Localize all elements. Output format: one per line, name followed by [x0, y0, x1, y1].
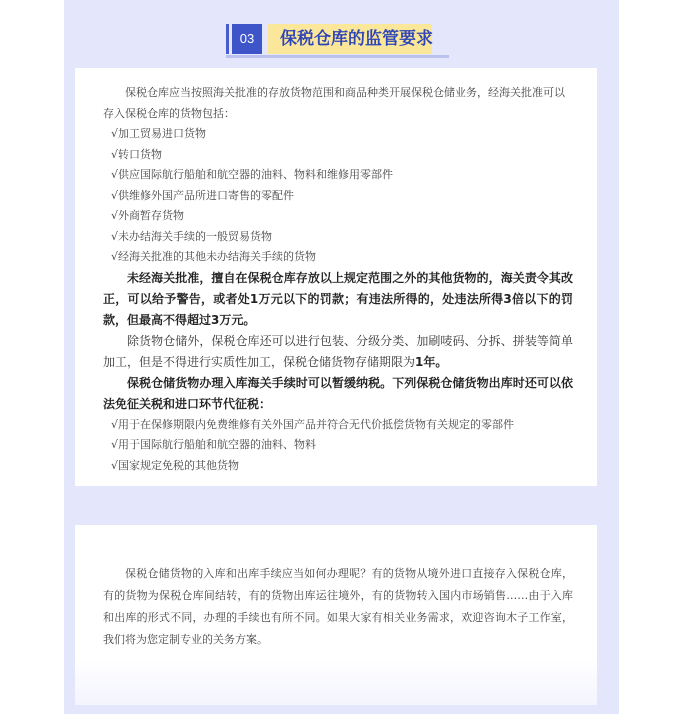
list-item: √经海关批准的其他未办结海关手续的货物: [111, 250, 317, 263]
list-item: √未办结海关手续的一般贸易货物: [111, 229, 273, 243]
exemption-paragraph: 保税仓储货物办理入库海关手续时可以暂缓纳税。下列保税仓储货物出库时还可以依法免征关税和进口环节代征税：: [103, 375, 573, 411]
section-number: 03: [232, 24, 262, 54]
list-item: √供维修外国产品所进口寄售的零配件: [111, 188, 295, 202]
section-title: 保税仓库的监管要求: [268, 24, 432, 54]
exempt-list-item: √用于在保修期限内免费维修有关外国产品并符合无代价抵偿货物有关规定的零部件: [111, 417, 515, 431]
section-header: [226, 24, 432, 54]
list-item: √加工贸易进口货物: [111, 127, 207, 140]
processing-paragraph: [103, 331, 573, 373]
storage-period: 1年。: [415, 354, 448, 369]
procedures-paragraph: 保税仓储货物的入库和出库手续应当如何办理呢？有的货物从境外进口直接存入保税仓库，有的货物为保税仓库间结转，有的货物出库运往境外，有的货物转入国内市场销售……由于入库和出库的形式不同，办理的手续也有所不同。如果大家有相关业务需求，欢迎咨询木子工作室，我们将为您定制专业的关务方案。: [103, 567, 573, 646]
content-card-procedures: [75, 525, 597, 705]
list-item: √供应国际航行船舶和航空器的油料、物料和维修用零部件: [111, 168, 394, 181]
exempt-list-item: √用于国际航行船舶和航空器的油料、物料: [111, 438, 317, 451]
header-underline: [226, 55, 449, 58]
card-bottom-fade: [75, 659, 597, 705]
list-item: √转口货物: [111, 147, 163, 161]
exempt-list-item: √国家规定免税的其他货物: [111, 458, 240, 472]
list-item: √外商暂存货物: [111, 209, 185, 222]
processing-text: 除货物仓储外，保税仓库还可以进行包装、分级分类、加刷唛码、分拆、拼装等简单加工，但是不得进行实质性加工，保税仓储货物存储期限为: [103, 333, 573, 369]
penalty-paragraph: 未经海关批准，擅自在保税仓库存放以上规定范围之外的其他货物的，海关责令其改正，可以给予警告，或者处1万元以下的罚款；有违法所得的，处违法所得3倍以下的罚款，但最高不得超过3万元。: [103, 270, 573, 327]
intro-paragraph: 保税仓库应当按照海关批准的存放货物范围和商品种类开展保税仓储业务，经海关批准可以存入保税仓库的货物包括：: [103, 86, 565, 120]
content-card-requirements: [75, 68, 597, 486]
header-accent-bar: [226, 24, 229, 54]
